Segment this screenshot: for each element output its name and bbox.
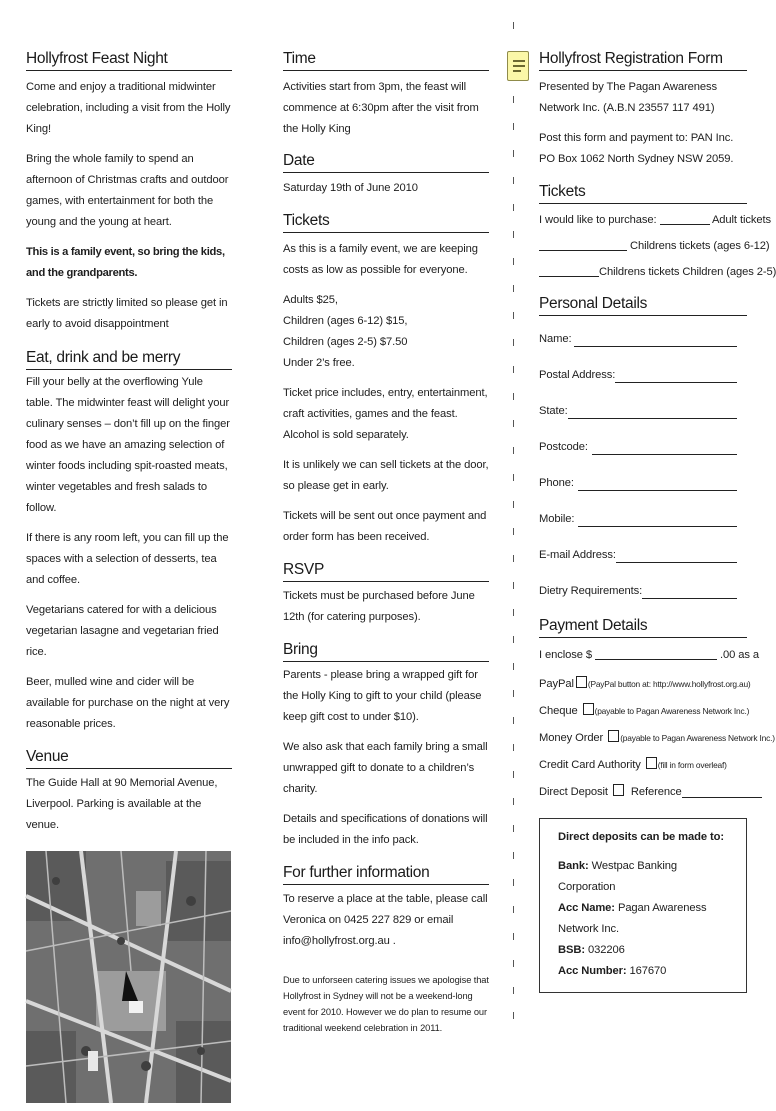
section-heading-venue: Venue [26, 746, 232, 769]
credit-card-checkbox[interactable] [646, 757, 657, 769]
notice-text: Due to unforseen catering issues we apologise that Hollyfrost in Sydney will not be a weekend-long event for 2010. However we do plan to resume our traditional weekend celebration in 2011. [283, 975, 489, 1033]
section-heading-rsvp: RSVP [283, 559, 489, 582]
section-heading-time: Time [283, 48, 489, 71]
reference-input[interactable] [682, 784, 762, 798]
ticket-delivery-text: Tickets will be sent out once payment and order form has been received. [283, 510, 487, 543]
bring-charity-text: We also ask that each family bring a small unwrapped gift to donate to a children’s charity. [283, 741, 488, 795]
paypal-option [539, 671, 751, 698]
bank-box-title: Direct deposits can be made to: [558, 831, 724, 843]
section-heading-form-tickets: Tickets [539, 181, 747, 204]
paypal-label: PayPal [539, 678, 574, 690]
bring-gift-text: Parents - please bring a wrapped gift for the Holly King to gift to your child (please keep gift cost to under $10). [283, 669, 482, 723]
presenter-text: Presented by The Pagan Awareness Network Inc. (A.B.N 23557 117 491) [539, 81, 717, 114]
date-text: Saturday 19th of June 2010 [283, 182, 418, 194]
field-label: Name: [539, 333, 572, 345]
price-item: Children (ages 2-5) $7.50 [283, 336, 408, 348]
adult-tickets-row [539, 210, 771, 231]
money-order-checkbox[interactable] [608, 730, 619, 742]
reference-label: Reference [630, 786, 682, 798]
credit-card-label: Credit Card Authority [539, 759, 641, 771]
bsb-row [558, 940, 736, 961]
field-label: E-mail Address: [539, 549, 616, 561]
postcode-field-row [539, 429, 747, 465]
enclose-amount-input[interactable] [595, 646, 717, 660]
price-item: Under 2’s free. [283, 357, 355, 369]
venue-text: The Guide Hall at 90 Memorial Avenue, Liverpool. Parking is available at the venue. [26, 777, 218, 831]
sticky-note-icon[interactable] [507, 51, 529, 81]
email-field-row [539, 537, 747, 573]
section-heading-personal: Personal Details [539, 293, 747, 316]
postcode-input[interactable] [592, 441, 737, 455]
section-heading-feast: Hollyfrost Feast Night [26, 48, 232, 71]
field-label: Phone: [539, 477, 574, 489]
dietary-field-row [539, 573, 747, 609]
family-text: Bring the whole family to spend an afternoon of Christmas crafts and outdoor games, with entertainment for both the young and the young at heart. [26, 153, 229, 228]
drinks-text: Beer, mulled wine and cider will be available for purchase on the night at very reasonable prices. [26, 676, 230, 730]
cheque-option [539, 698, 750, 725]
mobile-field-row [539, 501, 747, 537]
field-label: State: [539, 405, 568, 417]
children-6-12-input[interactable] [539, 237, 627, 251]
section-heading-tickets: Tickets [283, 210, 489, 233]
credit-card-option [539, 752, 747, 779]
cheque-note: (payable to Pagan Awareness Network Inc.) [594, 706, 750, 716]
field-label: Postal Address: [539, 369, 616, 381]
acc-number-row [558, 961, 736, 982]
venue-map-image [26, 851, 231, 1103]
rsvp-text: Tickets must be purchased before June 12th (for catering purposes). [283, 590, 475, 623]
price-list [283, 290, 489, 374]
column-details [283, 48, 489, 1036]
ticket-includes-text: Ticket price includes, entry, entertainment, craft activities, games and the feast. Alcohol is sold separately. [283, 387, 488, 441]
family-event-note: This is a family event, so bring the kids, and the grandparents. [26, 246, 225, 279]
enclose-label: I enclose $ [539, 649, 593, 661]
vegetarian-text: Vegetarians catered for with a delicious vegetarian lasagne and vegetarian fried rice. [26, 604, 219, 658]
enclose-suffix: .00 as a [720, 649, 760, 661]
children-6-12-label: Childrens tickets (ages 6-12) [630, 240, 770, 252]
mobile-input[interactable] [578, 513, 737, 527]
contact-text: To reserve a place at the table, please call Veronica on 0425 227 829 or email info@hollyfrost.org.au . [283, 893, 488, 947]
bank-row [558, 856, 736, 898]
children-2-5-input[interactable] [539, 263, 599, 277]
cheque-label: Cheque [539, 705, 578, 717]
price-item: Adults $25, [283, 294, 338, 306]
paypal-note: (PayPal button at: http://www.hollyfrost.org.au) [587, 679, 751, 689]
paypal-checkbox[interactable] [576, 676, 587, 688]
field-label: Postcode: [539, 441, 588, 453]
postal-address-field-row [539, 357, 747, 393]
intro-text: Come and enjoy a traditional midwinter celebration, including a visit from the Holly King! [26, 81, 231, 135]
money-order-label: Money Order [539, 732, 604, 744]
section-heading-info: For further information [283, 862, 489, 885]
direct-deposit-option [539, 779, 747, 806]
tickets-limited-text: Tickets are strictly limited so please get in early to avoid disappointment [26, 297, 228, 330]
door-sales-text: It is unlikely we can sell tickets at the door, so please get in early. [283, 459, 489, 492]
phone-input[interactable] [578, 477, 737, 491]
acc-name-value: Pagan Awareness Network Inc. [558, 902, 707, 935]
acc-name-row [558, 898, 736, 940]
name-field-row [539, 321, 747, 357]
money-order-option [539, 725, 775, 752]
children-6-12-row [539, 236, 770, 257]
money-order-note: (payable to Pagan Awareness Network Inc.) [620, 733, 775, 743]
enclose-row [539, 642, 760, 669]
form-title: Hollyfrost Registration Form [539, 48, 747, 71]
feast-text: Fill your belly at the overflowing Yule table. The midwinter feast will delight your culinary senses – don’t fill up on the finger food as we have an amazing selection of winter foods including spit-roasted meats, winter vegetables and fresh salads to follow. [26, 376, 230, 514]
field-label: Dietry Requirements: [539, 585, 643, 597]
email-input[interactable] [616, 549, 737, 563]
donation-details-text: Details and specifications of donations will be included in the info pack. [283, 813, 488, 846]
time-text: Activities start from 3pm, the feast will commence at 6:30pm after the visit from the Holly King [283, 81, 479, 135]
bank-details-box [539, 818, 747, 993]
tickets-cost-text: As this is a family event, we are keeping costs as low as possible for everyone. [283, 243, 478, 276]
column-event-info [26, 48, 232, 1103]
field-label: Mobile: [539, 513, 575, 525]
direct-deposit-checkbox[interactable] [613, 784, 624, 796]
dessert-text: If there is any room left, you can fill up the spaces with a selection of desserts, tea and coffee. [26, 532, 229, 586]
acc-number-value: 167670 [629, 965, 667, 977]
personal-details-fields [539, 321, 747, 609]
cheque-checkbox[interactable] [583, 703, 594, 715]
state-input[interactable] [568, 405, 737, 419]
section-heading-eat: Eat, drink and be merry [26, 347, 232, 370]
postal-instructions: Post this form and payment to: PAN Inc. PO Box 1062 North Sydney NSW 2059. [539, 132, 734, 165]
bsb-label: BSB: [558, 944, 585, 956]
column-registration-form [539, 48, 776, 993]
purchase-label: I would like to purchase: [539, 214, 657, 226]
section-heading-payment: Payment Details [539, 615, 747, 638]
acc-name-label: Acc Name: [558, 902, 615, 914]
state-field-row [539, 393, 747, 429]
bank-value: Westpac Banking Corporation [558, 860, 677, 893]
children-2-5-row [539, 262, 776, 283]
section-heading-bring: Bring [283, 639, 489, 662]
phone-field-row [539, 465, 747, 501]
credit-card-note: (fill in form overleaf) [657, 760, 727, 770]
bsb-value: 032206 [587, 944, 625, 956]
direct-deposit-label: Direct Deposit [539, 786, 608, 798]
price-item: Children (ages 6-12) $15, [283, 315, 408, 327]
payment-methods [539, 671, 775, 806]
bank-label: Bank: [558, 860, 589, 872]
section-heading-date: Date [283, 150, 489, 173]
children-2-5-label: Childrens tickets Children (ages 2-5) [599, 266, 776, 278]
name-input[interactable] [574, 333, 737, 347]
postal-address-input[interactable] [615, 369, 737, 383]
adult-tickets-input[interactable] [660, 211, 710, 225]
adult-tickets-label: Adult tickets [711, 214, 771, 226]
dietary-input[interactable] [642, 585, 737, 599]
acc-number-label: Acc Number: [558, 965, 627, 977]
